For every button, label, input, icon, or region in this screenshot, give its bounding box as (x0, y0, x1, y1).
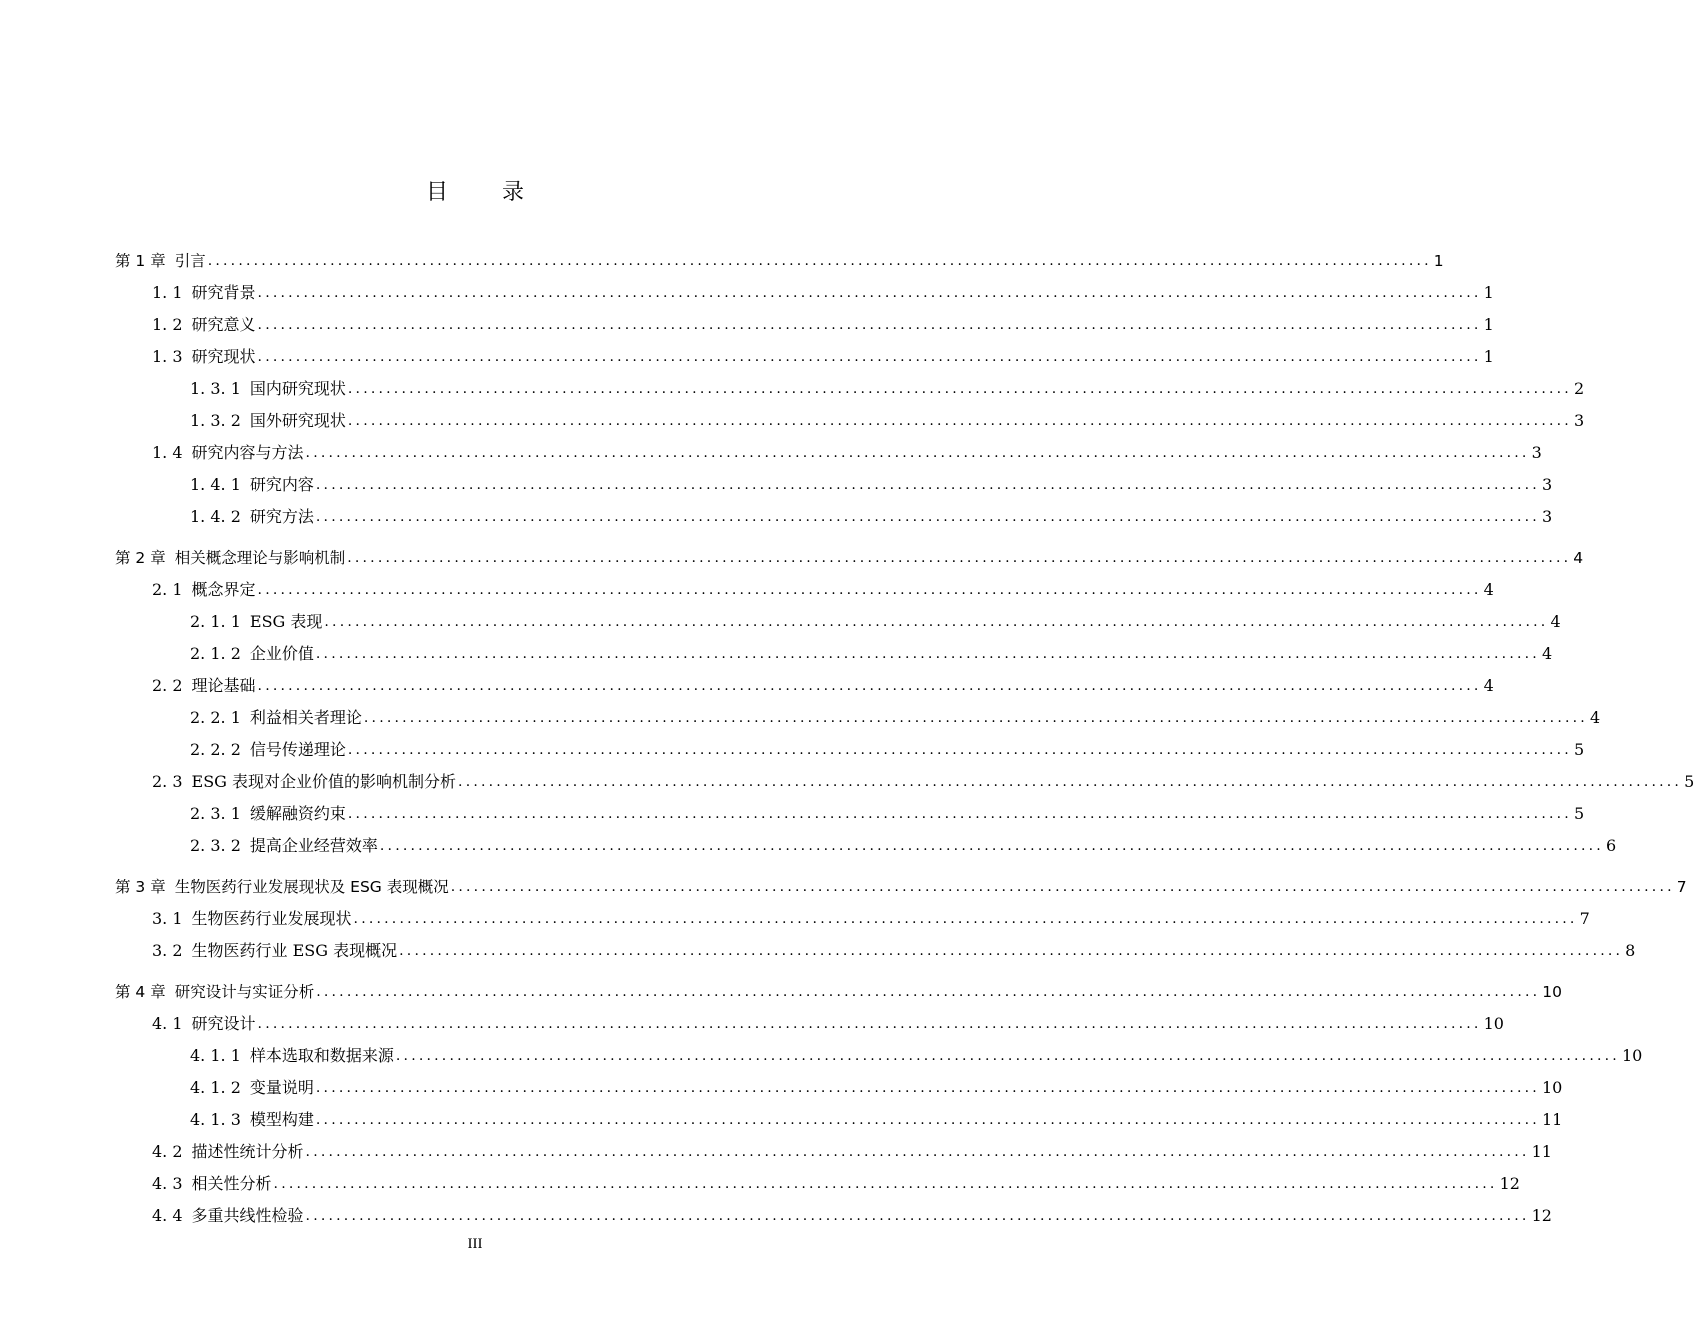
toc-entry-page: 7 (1579, 909, 1590, 928)
toc-entry-page: 4 (1589, 708, 1601, 727)
toc-dot-leader: ................................................................................................................................................................ (347, 381, 1572, 397)
toc-entry-title: 生物医药行业发展现状 (191, 909, 352, 928)
toc-entry-title: 理论基础 (191, 676, 256, 695)
toc-entry[interactable] (152, 344, 1494, 368)
toc-entry-number: 第 3 章 (115, 878, 166, 896)
toc-dot-leader: ................................................................................................................................................................ (347, 806, 1572, 822)
toc-entry[interactable] (115, 979, 1562, 1003)
toc-entry-title: 研究意义 (191, 315, 256, 334)
toc-dot-leader: ................................................................................................................................................................ (363, 710, 1588, 726)
toc-entry-number: 1. 1 (152, 283, 183, 302)
toc-dot-leader: ................................................................................................................................................................ (315, 1080, 1540, 1096)
toc-entry-page: 7 (1676, 878, 1687, 896)
toc-entry-page: 11 (1541, 1110, 1563, 1129)
toc-entry-page: 3 (1573, 411, 1585, 430)
toc-entry-page: 10 (1542, 983, 1562, 1001)
toc-dot-leader: ................................................................................................................................................................ (257, 317, 1482, 333)
toc-dot-leader: ................................................................................................................................................................ (450, 879, 1675, 895)
toc-entry-title: 研究内容 (249, 475, 314, 494)
toc-dot-leader: ................................................................................................................................................................ (316, 984, 1541, 1000)
toc-entry-number: 2. 3. 1 (190, 804, 241, 823)
toc-entry-title: 国内研究现状 (249, 379, 346, 398)
toc-entry-title: 生物医药行业 ESG 表现概况 (191, 941, 398, 960)
toc-entry-title: 模型构建 (249, 1110, 314, 1129)
toc-entry[interactable] (190, 737, 1585, 761)
toc-entry-title: 利益相关者理论 (249, 708, 362, 727)
toc-entry-page: 10 (1483, 1014, 1504, 1033)
toc-entry-page: 12 (1499, 1174, 1520, 1193)
toc-entry[interactable] (152, 280, 1494, 304)
toc-entry-number: 第 1 章 (115, 252, 166, 270)
toc-entry[interactable] (190, 1107, 1563, 1131)
toc-entry-page: 1 (1433, 252, 1444, 270)
toc-entry-number: 2. 3 (152, 772, 183, 791)
toc-entry-number: 2. 3. 2 (190, 836, 241, 855)
toc-entry-page: 4 (1550, 612, 1561, 631)
toc-entry-number: 2. 1. 1 (190, 612, 241, 631)
toc-dot-leader: ................................................................................................................................................................ (207, 253, 1432, 269)
toc-entry-title: 变量说明 (249, 1078, 314, 1097)
toc-entry[interactable] (190, 1043, 1643, 1067)
toc-dot-leader: ................................................................................................................................................................ (257, 285, 1482, 301)
toc-entry-title: 研究背景 (191, 283, 256, 302)
toc-title-char-1: 目 (425, 180, 448, 205)
toc-entry-title: 提高企业经营效率 (249, 836, 378, 855)
toc-entry-number: 2. 1. 2 (190, 644, 241, 663)
toc-dot-leader: ................................................................................................................................................................ (305, 1144, 1530, 1160)
toc-entry-number: 第 2 章 (115, 549, 166, 567)
toc-entry-page: 4 (1573, 549, 1584, 567)
toc-entry-number: 1. 2 (152, 315, 183, 334)
toc-entry-number: 4. 2 (152, 1142, 183, 1161)
toc-entry[interactable] (152, 673, 1494, 697)
page-number: III (467, 1236, 483, 1252)
toc-entry-number: 1. 3 (152, 347, 183, 366)
toc-entry-page: 3 (1531, 443, 1542, 462)
toc-entry-title: ESG 表现对企业价值的影响机制分析 (191, 772, 457, 791)
toc-entry-number: 1. 4. 1 (190, 475, 241, 494)
toc-dot-leader: ................................................................................................................................................................ (315, 509, 1540, 525)
toc-dot-leader: ................................................................................................................................................................ (379, 838, 1604, 854)
toc-entry-page: 8 (1625, 941, 1636, 960)
toc-entry[interactable] (190, 705, 1601, 729)
toc-entry-number: 1. 3. 2 (190, 411, 241, 430)
toc-entry-title: 国外研究现状 (249, 411, 346, 430)
toc-dot-leader: ................................................................................................................................................................ (273, 1176, 1498, 1192)
toc-entry[interactable] (152, 577, 1494, 601)
toc-entry[interactable] (190, 641, 1553, 665)
toc-entry-number: 4. 1. 1 (190, 1046, 241, 1065)
toc-entry[interactable] (115, 545, 1584, 569)
toc-entry-title: 研究设计 (191, 1014, 256, 1033)
toc-title (0, 178, 950, 208)
toc-entry-number: 2. 2. 2 (190, 740, 241, 759)
toc-dot-leader: ................................................................................................................................................................ (315, 646, 1540, 662)
toc-title-char-2: 录 (502, 180, 525, 205)
toc-entry[interactable] (190, 408, 1585, 432)
toc-dot-leader: ................................................................................................................................................................ (399, 943, 1624, 959)
toc-dot-leader: ................................................................................................................................................................ (257, 678, 1482, 694)
toc-entry-number: 2. 2. 1 (190, 708, 241, 727)
toc-entry-title: 研究设计与实证分析 (174, 983, 315, 1001)
toc-entry[interactable] (152, 1139, 1552, 1163)
toc-entry-title: 缓解融资约束 (249, 804, 346, 823)
toc-entry-title: 相关概念理论与影响机制 (174, 549, 346, 567)
toc-dot-leader: ................................................................................................................................................................ (347, 413, 1572, 429)
toc-entry-page: 3 (1541, 507, 1553, 526)
toc-dot-leader: ................................................................................................................................................................ (347, 742, 1572, 758)
toc-entry-title: 概念界定 (191, 580, 256, 599)
toc-entry[interactable] (152, 769, 1694, 793)
toc-entry[interactable] (152, 1171, 1520, 1195)
toc-dot-leader: ................................................................................................................................................................ (257, 1016, 1482, 1032)
toc-entry-page: 5 (1684, 772, 1694, 791)
toc-entry[interactable] (115, 874, 1687, 898)
toc-entry-page: 6 (1605, 836, 1617, 855)
toc-entry-number: 4. 1 (152, 1014, 183, 1033)
toc-entry-page: 4 (1483, 580, 1494, 599)
toc-entry-page: 1 (1483, 347, 1494, 366)
toc-entry-page: 3 (1541, 475, 1553, 494)
toc-entry-number: 1. 4 (152, 443, 183, 462)
toc-entry-number: 4. 3 (152, 1174, 183, 1193)
toc-entry[interactable] (152, 1011, 1504, 1035)
toc-entry-number: 2. 2 (152, 676, 183, 695)
toc-entry-title: 企业价值 (249, 644, 314, 663)
toc-entry[interactable] (190, 504, 1553, 528)
toc-entry-number: 2. 1 (152, 580, 183, 599)
toc-entry[interactable] (115, 248, 1444, 272)
toc-entry[interactable] (190, 801, 1585, 825)
toc-entry-number: 4. 1. 2 (190, 1078, 241, 1097)
toc-dot-leader: ................................................................................................................................................................ (353, 911, 1578, 927)
toc-entry-title: 生物医药行业发展现状及 ESG 表现概况 (174, 878, 449, 896)
toc-entry-page: 4 (1483, 676, 1494, 695)
toc-entry-title: 引言 (174, 252, 206, 270)
toc-dot-leader: ................................................................................................................................................................ (324, 614, 1549, 630)
toc-entry-page: 1 (1483, 315, 1494, 334)
toc-entry-title: 信号传递理论 (249, 740, 346, 759)
toc-entry-page: 5 (1573, 804, 1585, 823)
toc-dot-leader: ................................................................................................................................................................ (305, 445, 1530, 461)
toc-entry-title: 研究内容与方法 (191, 443, 304, 462)
toc-dot-leader: ................................................................................................................................................................ (347, 550, 1572, 566)
toc-entry[interactable] (152, 440, 1542, 464)
toc-dot-leader: ................................................................................................................................................................ (305, 1208, 1530, 1224)
toc-entry[interactable] (152, 1203, 1552, 1227)
toc-entry-page: 12 (1531, 1206, 1552, 1225)
toc-entry-number: 3. 1 (152, 909, 183, 928)
toc-entry-page: 11 (1531, 1142, 1552, 1161)
toc-entry-page: 10 (1621, 1046, 1643, 1065)
toc-entry-number: 3. 2 (152, 941, 183, 960)
toc-entry-title: 研究方法 (249, 507, 314, 526)
toc-entry[interactable] (190, 472, 1553, 496)
toc-entry-number: 1. 3. 1 (190, 379, 241, 398)
toc-dot-leader: ................................................................................................................................................................ (315, 1112, 1540, 1128)
toc-entry-page: 10 (1541, 1078, 1563, 1097)
toc-dot-leader: ................................................................................................................................................................ (257, 582, 1482, 598)
toc-entry-title: 相关性分析 (191, 1174, 272, 1193)
toc-dot-leader: ................................................................................................................................................................ (395, 1048, 1620, 1064)
toc-entry-page: 1 (1483, 283, 1494, 302)
toc-dot-leader: ................................................................................................................................................................ (315, 477, 1540, 493)
toc-entry-title: 描述性统计分析 (191, 1142, 304, 1161)
toc-entry[interactable] (152, 906, 1590, 930)
toc-entry-page: 2 (1573, 379, 1585, 398)
toc-entry-page: 4 (1541, 644, 1553, 663)
toc-entry[interactable] (190, 833, 1617, 857)
toc-entry-number: 4. 1. 3 (190, 1110, 241, 1129)
toc-entry-title: 多重共线性检验 (191, 1206, 304, 1225)
toc-entry-title: 研究现状 (191, 347, 256, 366)
toc-entry[interactable] (152, 938, 1636, 962)
toc-dot-leader: ................................................................................................................................................................ (257, 349, 1482, 365)
toc-entry-title: ESG 表现 (249, 612, 323, 631)
toc-entry-number: 4. 4 (152, 1206, 183, 1225)
toc-entry-number: 第 4 章 (115, 983, 166, 1001)
toc-entry[interactable] (190, 376, 1585, 400)
toc-entry[interactable] (190, 1075, 1563, 1099)
toc-entry-number: 1. 4. 2 (190, 507, 241, 526)
toc-entry-page: 5 (1573, 740, 1585, 759)
toc-entry[interactable] (190, 609, 1561, 633)
toc-entry-title: 样本选取和数据来源 (249, 1046, 394, 1065)
toc-dot-leader: ................................................................................................................................................................ (458, 774, 1683, 790)
toc-entry[interactable] (152, 312, 1494, 336)
